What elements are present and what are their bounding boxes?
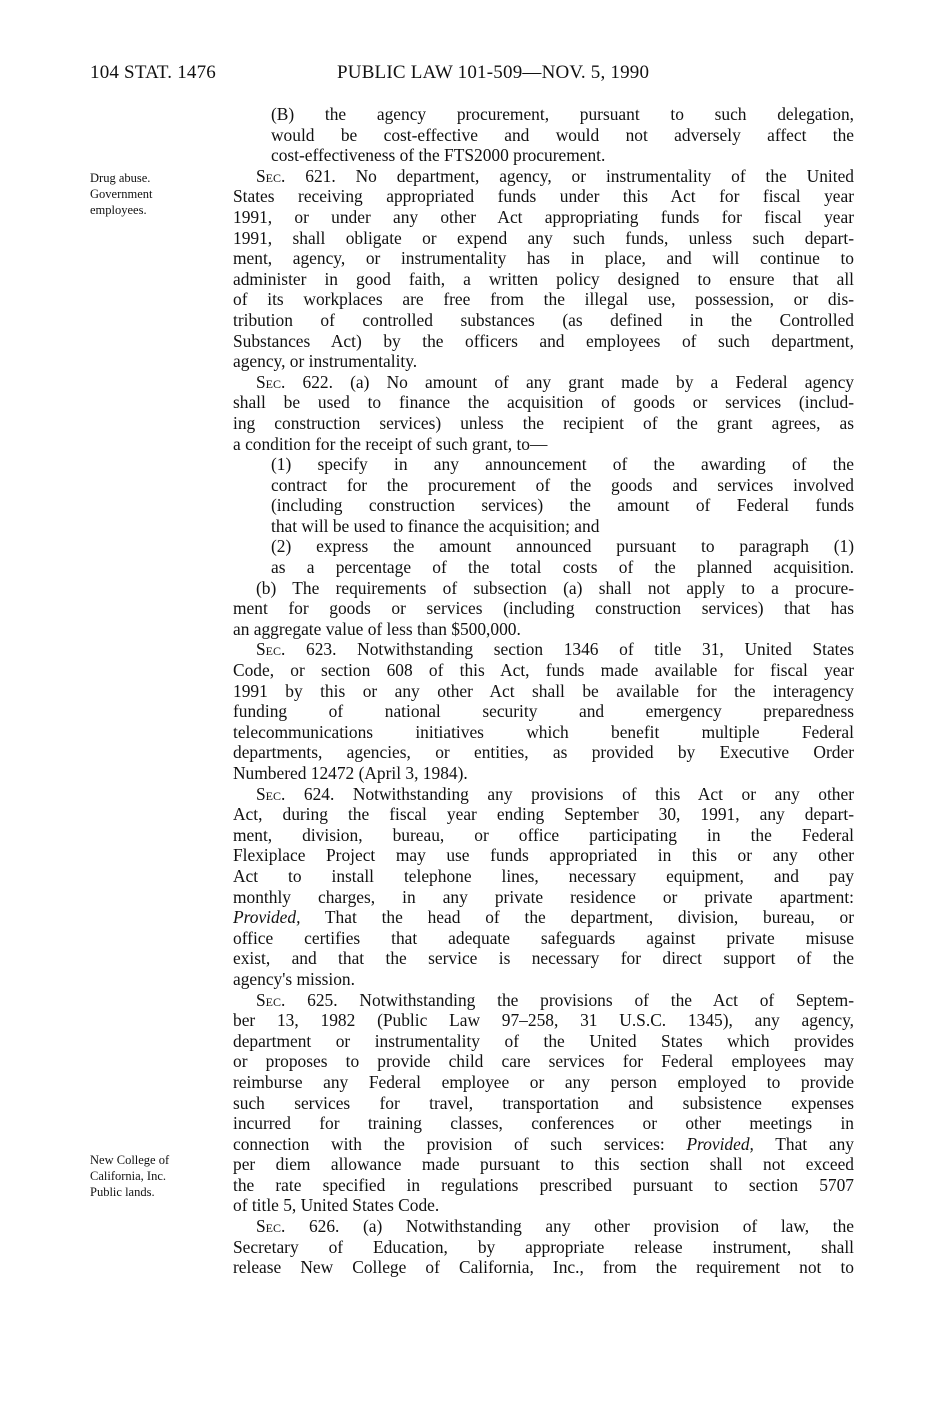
text-line: Substances Act) by the officers and employees of such department, <box>233 330 854 351</box>
text-line: department or instrumentality of the United States which provides <box>233 1030 854 1051</box>
margin-note-line: Public lands. <box>90 1185 155 1199</box>
body-text <box>233 104 854 1278</box>
running-header: PUBLIC LAW 101-509—NOV. 5, 1990 <box>337 62 650 83</box>
text-line: contract for the procurement of the goods and services involved <box>271 474 854 495</box>
text-line: (including construction services) the amount of Federal funds <box>271 495 854 516</box>
text-line: telecommunications initiatives which benefit multiple Federal <box>233 721 854 742</box>
text-line: an aggregate value of less than $500,000. <box>233 618 521 639</box>
text-line: 1991 by this or any other Act shall be available for the interagency <box>233 680 854 701</box>
section-label: Sec. <box>256 989 286 1010</box>
text-line: as a percentage of the total costs of the planned acquisition. <box>271 557 854 578</box>
text-line: the rate specified in regulations prescribed pursuant to section 5707 <box>233 1174 854 1195</box>
text-line: Code, or section 608 of this Act, funds made available for fiscal year <box>233 660 854 681</box>
text-line: 1991, shall obligate or expend any such funds, unless such depart- <box>233 227 854 248</box>
text-line: ing construction services) unless the recipient of the grant agrees, as <box>233 412 854 433</box>
section-label: Sec. <box>256 165 286 186</box>
margin-note-line: employees. <box>90 203 147 217</box>
section-623-start: Sec. 623. Notwithstanding section 1346 of title 31, United States <box>256 639 854 660</box>
section-622-start: Sec. 622. (a) No amount of any grant made by a Federal agency <box>256 371 854 392</box>
text-line: cost-effectiveness of the FTS2000 procurement. <box>271 145 606 166</box>
text-line: shall be used to finance the acquisition of goods or services (includ- <box>233 392 854 413</box>
section-label: Sec. <box>256 1216 286 1237</box>
subsection-b-start: (b) The requirements of subsection (a) shall not apply to a procure- <box>256 577 854 598</box>
margin-note-new-college <box>90 1152 169 1200</box>
section-label: Sec. <box>256 371 286 392</box>
text-line: incurred for training classes, conferences or other meetings in <box>233 1113 854 1134</box>
text-line: that will be used to finance the acquisition; and <box>271 515 600 536</box>
section-626-start: Sec. 626. (a) Notwithstanding any other provision of law, the <box>256 1216 854 1237</box>
text-line: of its workplaces are free from the illegal use, possession, or dis- <box>233 289 854 310</box>
text-line: (B) the agency procurement, pursuant to such delegation, <box>271 104 854 124</box>
paragraph-1-start: (1) specify in any announcement of the awarding of the <box>271 454 854 475</box>
margin-note-line: Drug abuse. <box>90 171 151 185</box>
margin-note-line: New College of <box>90 1153 170 1167</box>
statute-page-number: 104 STAT. 1476 <box>90 62 217 83</box>
text-line: States receiving appropriated funds under this Act for fiscal year <box>233 186 854 207</box>
text-line: of title 5, United States Code. <box>233 1195 440 1216</box>
text-line: monthly charges, in any private residence or private apartment: <box>233 886 854 907</box>
proviso-line: Provided, That the head of the department, division, bureau, or <box>233 907 854 928</box>
text-line: tribution of controlled substances (as defined in the Controlled <box>233 309 854 330</box>
text-line: departments, agencies, or entities, as provided by Executive Order <box>233 742 854 763</box>
text-line: office certifies that adequate safeguards against private misuse <box>233 927 854 948</box>
section-625-start: Sec. 625. Notwithstanding the provisions of the Act of Septem- <box>256 989 854 1010</box>
text-line: administer in good faith, a written policy designed to ensure that all <box>233 268 854 289</box>
section-label: Sec. <box>256 783 286 804</box>
section-621-start: Sec. 621. No department, agency, or instrumentality of the United <box>256 165 854 186</box>
text-line: reimburse any Federal employee or any person employed to provide <box>233 1071 854 1092</box>
text-line: or proposes to provide child care services for Federal employees may <box>233 1051 854 1072</box>
margin-note-drug-abuse <box>90 170 152 218</box>
margin-note-line: Government <box>90 187 153 201</box>
text-line: per diem allowance made pursuant to this section shall not exceed <box>233 1154 854 1175</box>
proviso-word: Provided, <box>233 907 301 928</box>
text-line: ment for goods or services (including construction services) that has <box>233 598 854 619</box>
text-line: ber 13, 1982 (Public Law 97–258, 31 U.S.C. 1345), any agency, <box>233 1010 854 1031</box>
text-line: agency, or instrumentality. <box>233 351 418 372</box>
text-line: ment, agency, or instrumentality has in place, and will continue to <box>233 248 854 269</box>
section-label: Sec. <box>256 639 286 660</box>
text-line: exist, and that the service is necessary for direct support of the <box>233 948 854 969</box>
paragraph-2-start: (2) express the amount announced pursuant to paragraph (1) <box>271 536 854 557</box>
text-line: would be cost-effective and would not adversely affect the <box>271 124 854 145</box>
text-line: Act to install telephone lines, necessary equipment, and pay <box>233 865 854 886</box>
text-line: Numbered 12472 (April 3, 1984). <box>233 763 468 783</box>
text-line: Secretary of Education, by appropriate release instrument, shall <box>233 1236 854 1257</box>
text-line: a condition for the receipt of such grant, to— <box>233 433 548 454</box>
proviso-word: Provided, <box>686 1133 754 1154</box>
margin-note-line: California, Inc. <box>90 1169 167 1183</box>
text-line: ment, division, bureau, or office participating in the Federal <box>233 824 854 845</box>
text-line: release New College of California, Inc., from the requirement not to <box>233 1257 854 1278</box>
section-624-start: Sec. 624. Notwithstanding any provisions of this Act or any other <box>256 783 854 804</box>
text-line: funding of national security and emergency preparedness <box>233 701 854 722</box>
text-line: such services for travel, transportation and subsistence expenses <box>233 1092 854 1113</box>
text-line: 1991, or under any other Act appropriating funds for fiscal year <box>233 206 854 227</box>
text-line: agency's mission. <box>233 968 355 989</box>
text-line: Flexiplace Project may use funds appropriated in this or any other <box>233 845 854 866</box>
proviso-line: connection with the provision of such services: Provided, That any <box>233 1133 854 1154</box>
text-line: Act, during the fiscal year ending September 30, 1991, any depart- <box>233 804 854 825</box>
